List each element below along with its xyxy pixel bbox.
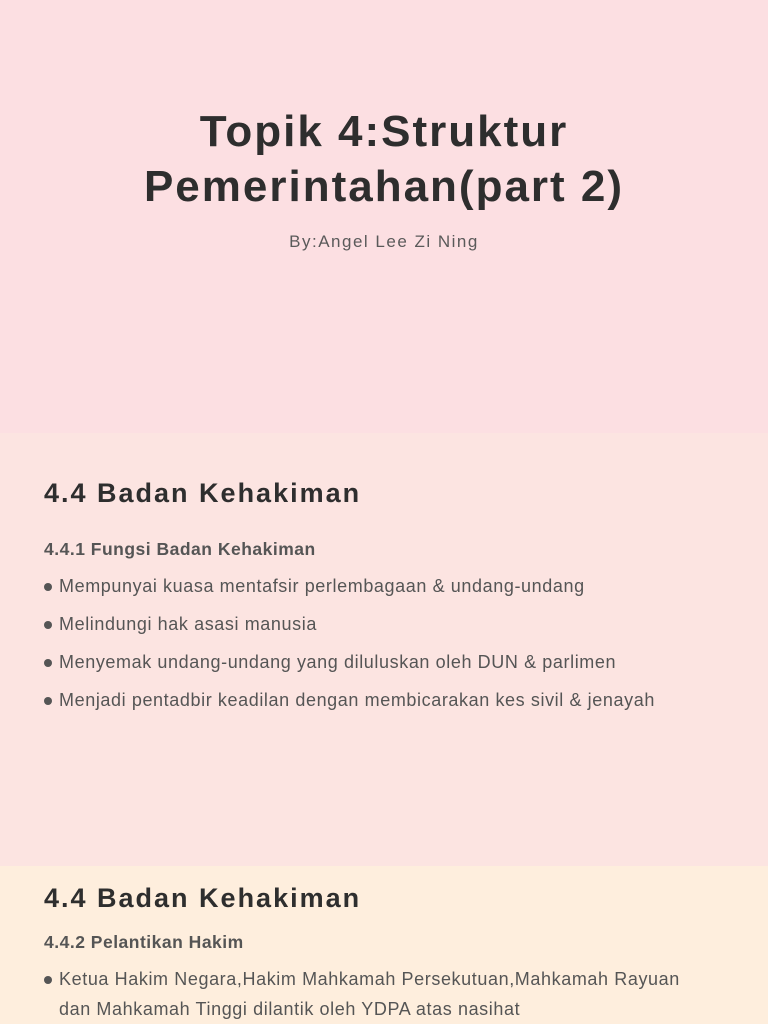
title-line-1: Topik 4:Struktur xyxy=(199,107,569,156)
bullet-item xyxy=(44,571,698,601)
bullet-item xyxy=(44,609,698,639)
bullet-dot-icon xyxy=(44,976,52,984)
bullet-text: Melindungi hak asasi manusia xyxy=(59,614,317,634)
bullet-text: Mempunyai kuasa mentafsir perlembagaan & undang-undang xyxy=(59,576,585,596)
bullet-list xyxy=(44,571,698,723)
bullet-text: Ketua Hakim Negara,Hakim Mahkamah Persekutuan,Mahkamah Rayuan dan Mahkamah Tinggi dilantik oleh YDPA atas nasihat xyxy=(59,969,680,1019)
slide-heading: 4.4 Badan Kehakiman xyxy=(44,478,362,508)
bullet-dot-icon xyxy=(44,697,52,705)
slide-pelantikan-hakim xyxy=(0,866,768,1024)
bullet-dot-icon xyxy=(44,659,52,667)
bullet-item xyxy=(44,685,698,715)
bullet-dot-icon xyxy=(44,583,52,591)
bullet-text: Menyemak undang-undang yang diluluskan oleh DUN & parlimen xyxy=(59,652,617,672)
slide-heading: 4.4 Badan Kehakiman xyxy=(44,883,362,913)
bullet-list xyxy=(44,964,698,1024)
bullet-item xyxy=(44,647,698,677)
bullet-text: Menjadi pentadbir keadilan dengan membicarakan kes sivil & jenayah xyxy=(59,690,655,710)
bullet-item xyxy=(44,964,698,1024)
author-line: By:Angel Lee Zi Ning xyxy=(289,232,479,251)
title-line-2: Pemerintahan(part 2) xyxy=(143,162,625,211)
slide-subheading: 4.4.2 Pelantikan Hakim xyxy=(44,932,244,952)
slide-fungsi-badan-kehakiman xyxy=(0,433,768,866)
bullet-dot-icon xyxy=(44,621,52,629)
slide-title xyxy=(0,0,768,433)
presentation-title xyxy=(0,104,768,214)
slide-subheading: 4.4.1 Fungsi Badan Kehakiman xyxy=(44,539,316,559)
